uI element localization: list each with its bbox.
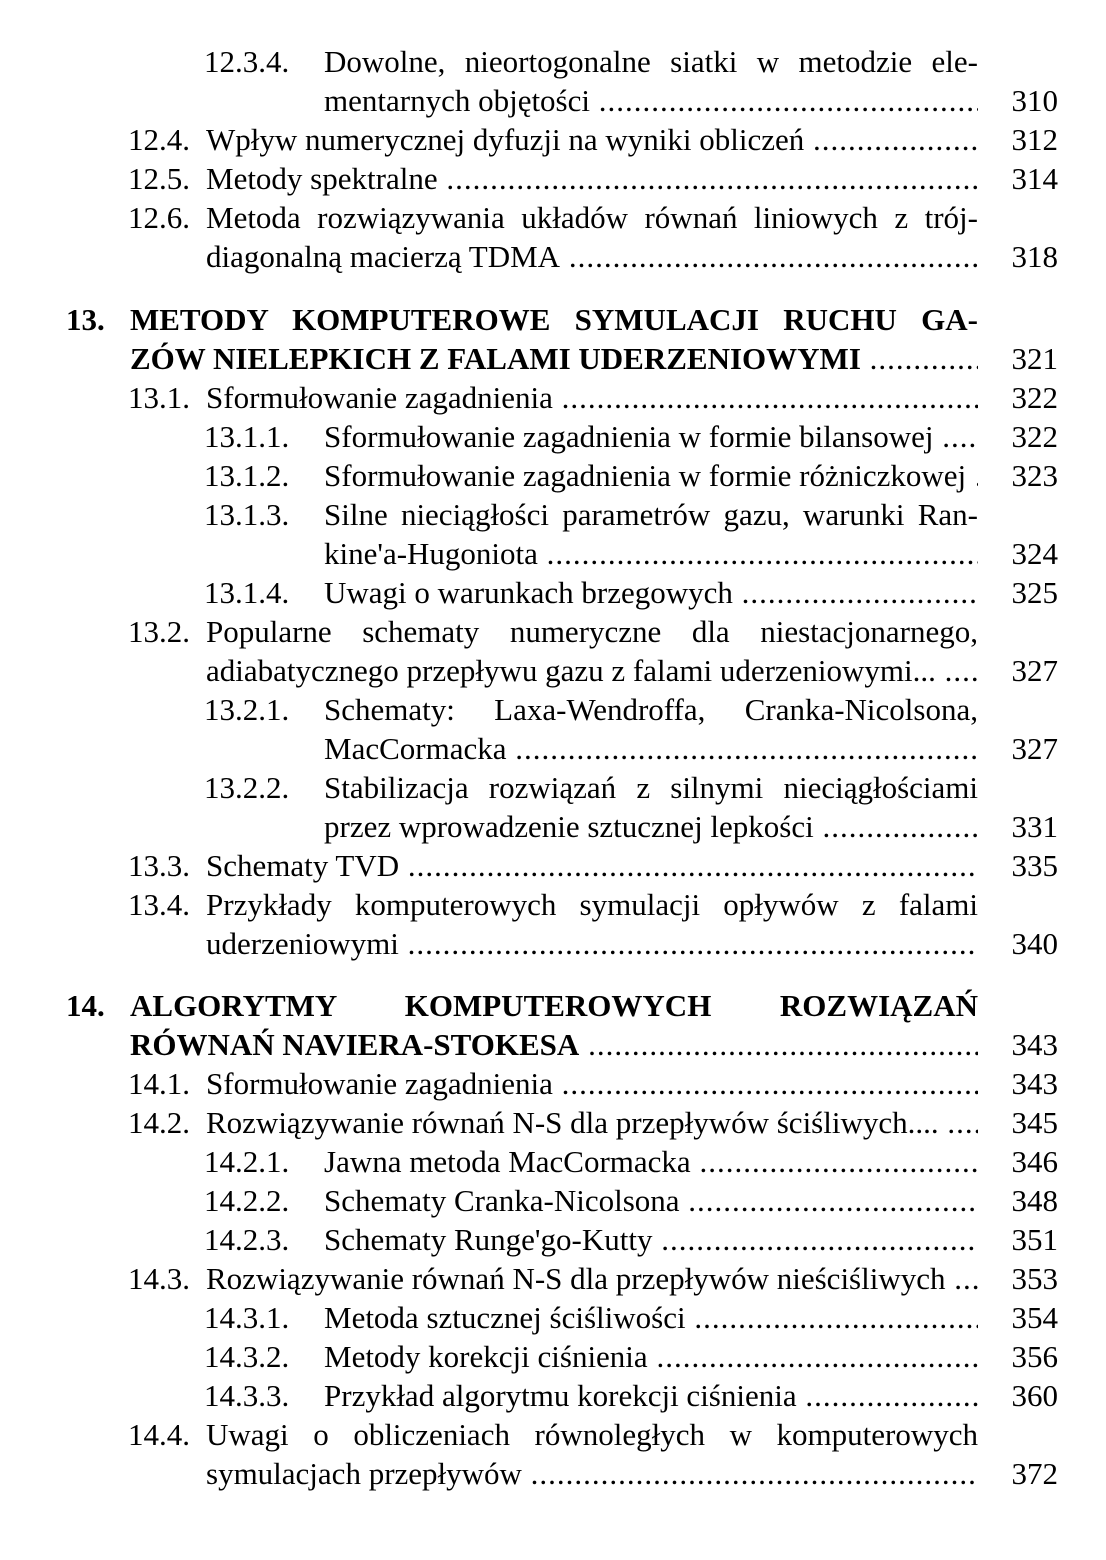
- toc-entry-page-number: 340: [1011, 926, 1058, 961]
- toc-entry-page-number: 324: [1011, 536, 1058, 571]
- toc-entry-number: 14.2.: [128, 1105, 190, 1140]
- toc-entry-page-number: 312: [1011, 122, 1058, 157]
- toc-entry-title: Stabilizacja rozwiązań z silnymi nieciągłościami: [324, 770, 978, 805]
- toc-entry-page-number: 351: [1011, 1222, 1058, 1257]
- toc-entry-title-with-leader: Schematy TVD .....: [206, 846, 978, 886]
- toc-entry-line: [0, 924, 1106, 964]
- toc-entry-title-with-leader: Schematy Cranka-Nicolsona .....: [324, 1181, 978, 1221]
- toc-entry-number: 13.1.1.: [204, 419, 290, 454]
- toc-entry-page-number: 314: [1011, 161, 1058, 196]
- toc-entry-title-with-leader: Sformułowanie zagadnienia w formie różniczkowej .....: [324, 456, 978, 496]
- toc-entry-number: 12.3.4.: [204, 44, 290, 79]
- toc-entry-line: [0, 1259, 1106, 1299]
- toc-entry-number: 14.2.3.: [204, 1222, 290, 1257]
- toc-entry-line: [0, 1220, 1106, 1260]
- toc-entry-line: [0, 495, 1106, 535]
- toc-entry-page-number: 372: [1011, 1456, 1058, 1491]
- toc-entry-number: 14.2.2.: [204, 1183, 290, 1218]
- toc-entry-line: [0, 612, 1106, 652]
- toc-entry-page-number: 360: [1011, 1378, 1058, 1413]
- toc-entry-number: 13.1.4.: [204, 575, 290, 610]
- toc-entry-page-number: 345: [1011, 1105, 1058, 1140]
- toc-entry-number: 14.3.3.: [204, 1378, 290, 1413]
- toc-entry-number: 13.2.: [128, 614, 190, 649]
- toc-entry-title-with-leader: Wpływ numerycznej dyfuzji na wyniki obliczeń .....: [206, 120, 978, 160]
- toc-entry-page-number: 346: [1011, 1144, 1058, 1179]
- toc-entry-line: [0, 573, 1106, 613]
- toc-entry-line: [0, 690, 1106, 730]
- toc-entry-number: 14.3.1.: [204, 1300, 290, 1335]
- toc-entry-title: ALGORYTMY KOMPUTEROWYCH ROZWIĄZAŃ: [130, 988, 978, 1023]
- toc-entry-title-with-leader: MacCormacka .....: [324, 729, 978, 769]
- toc-entry-line: [0, 534, 1106, 574]
- toc-entry-line: [0, 1142, 1106, 1182]
- toc-entry-page-number: 327: [1011, 653, 1058, 688]
- toc-entry-title: Dowolne, nieortogonalne siatki w metodzie ele-: [324, 44, 978, 79]
- toc-entry-line: [0, 120, 1106, 160]
- toc-entry-number: 13.2.2.: [204, 770, 290, 805]
- toc-entry-title: Schematy: Laxa-Wendroffa, Cranka-Nicolsona,: [324, 692, 978, 727]
- toc-entry-line: [0, 81, 1106, 121]
- toc-entry-line: [0, 1337, 1106, 1377]
- toc-entry-page-number: 343: [1011, 1027, 1058, 1062]
- toc-entry-page-number: 310: [1011, 83, 1058, 118]
- toc-entry-number: 14.1.: [128, 1066, 190, 1101]
- toc-entry-page-number: 356: [1011, 1339, 1058, 1374]
- toc-entry-page-number: 354: [1011, 1300, 1058, 1335]
- toc-entry-line: [0, 729, 1106, 769]
- toc-entry-line: [0, 1181, 1106, 1221]
- toc-entry-number: 13.: [66, 302, 105, 337]
- toc-entry-number: 13.4.: [128, 887, 190, 922]
- toc-entry-number: 13.2.1.: [204, 692, 290, 727]
- toc-entry-line: [0, 198, 1106, 238]
- toc-entry-line: [0, 1376, 1106, 1416]
- toc-entry-line: [0, 42, 1106, 82]
- toc-entry-title-with-leader: Metody spektralne .....: [206, 159, 978, 199]
- toc-entry-line: [0, 456, 1106, 496]
- toc-entry-number: 12.5.: [128, 161, 190, 196]
- toc-entry-number: 14.3.: [128, 1261, 190, 1296]
- toc-entry-page-number: 322: [1011, 380, 1058, 415]
- toc-entry-number: 14.2.1.: [204, 1144, 290, 1179]
- toc-entry-title-with-leader: Uwagi o warunkach brzegowych .....: [324, 573, 978, 613]
- toc-entry-title-with-leader: diagonalną macierzą TDMA .....: [206, 237, 978, 277]
- toc-entry-line: [0, 300, 1106, 340]
- toc-entry-page-number: 353: [1011, 1261, 1058, 1296]
- toc-entry-page-number: 348: [1011, 1183, 1058, 1218]
- toc-entry-number: 13.3.: [128, 848, 190, 883]
- toc-entry-line: [0, 1103, 1106, 1143]
- toc-entry-title-with-leader: adiabatycznego przepływu gazu z falami uderzeniowymi... .....: [206, 651, 978, 691]
- toc-entry-title-with-leader: Sformułowanie zagadnienia .....: [206, 378, 978, 418]
- toc-entry-title-with-leader: Rozwiązywanie równań N-S dla przepływów nieściśliwych .....: [206, 1259, 978, 1299]
- toc-entry-line: [0, 807, 1106, 847]
- toc-entry-title: Silne nieciągłości parametrów gazu, warunki Ran-: [324, 497, 978, 532]
- toc-entry-title-with-leader: Rozwiązywanie równań N-S dla przepływów ściśliwych.... .....: [206, 1103, 978, 1143]
- toc-entry-page-number: 343: [1011, 1066, 1058, 1101]
- toc-entry-page-number: 331: [1011, 809, 1058, 844]
- toc-entry-number: 13.1.3.: [204, 497, 290, 532]
- toc-entry-number: 12.4.: [128, 122, 190, 157]
- toc-entry-title-with-leader: uderzeniowymi .....: [206, 924, 978, 964]
- toc-entry-title-with-leader: Schematy Runge'go-Kutty .....: [324, 1220, 978, 1260]
- toc-entry-line: [0, 1454, 1106, 1494]
- toc-entry-line: [0, 339, 1106, 379]
- toc-entry-title-with-leader: Przykład algorytmu korekcji ciśnienia .....: [324, 1376, 978, 1416]
- toc-entry-line: [0, 1025, 1106, 1065]
- toc-entry-number: 13.1.: [128, 380, 190, 415]
- toc-entry-title: Uwagi o obliczeniach równoległych w komputerowych: [206, 1417, 978, 1452]
- toc-entry-line: [0, 846, 1106, 886]
- toc-entry-title-with-leader: przez wprowadzenie sztucznej lepkości .....: [324, 807, 978, 847]
- toc-entry-title-with-leader: mentarnych objętości .....: [324, 81, 978, 121]
- toc-entry-title: Przykłady komputerowych symulacji opływów z falami: [206, 887, 978, 922]
- toc-entry-number: 13.1.2.: [204, 458, 290, 493]
- toc-entry-title-with-leader: Metoda sztucznej ściśliwości .....: [324, 1298, 978, 1338]
- toc-entry-number: 14.3.2.: [204, 1339, 290, 1374]
- toc-entry-page-number: 325: [1011, 575, 1058, 610]
- toc-entry-title-with-leader: ZÓW NIELEPKICH Z FALAMI UDERZENIOWYMI .....: [130, 339, 978, 379]
- toc-entry-number: 14.4.: [128, 1417, 190, 1452]
- toc-entry-line: [0, 1298, 1106, 1338]
- toc-entry-line: [0, 378, 1106, 418]
- toc-entry-page-number: 321: [1011, 341, 1058, 376]
- toc-entry-title-with-leader: Sformułowanie zagadnienia .....: [206, 1064, 978, 1104]
- toc-entry-page-number: 335: [1011, 848, 1058, 883]
- toc-entry-title-with-leader: Jawna metoda MacCormacka .....: [324, 1142, 978, 1182]
- toc-entry-page-number: 327: [1011, 731, 1058, 766]
- toc-entry-title-with-leader: Metody korekcji ciśnienia .....: [324, 1337, 978, 1377]
- toc-entry-title-with-leader: kine'a-Hugoniota .....: [324, 534, 978, 574]
- toc-entry-line: [0, 417, 1106, 457]
- toc-entry-title-with-leader: RÓWNAŃ NAVIERA-STOKESA .....: [130, 1025, 978, 1065]
- toc-entry-page-number: 322: [1011, 419, 1058, 454]
- toc-entry-title-with-leader: Sformułowanie zagadnienia w formie bilansowej .....: [324, 417, 978, 457]
- toc-entry-line: [0, 237, 1106, 277]
- toc-entry-line: [0, 885, 1106, 925]
- toc-entry-line: [0, 651, 1106, 691]
- toc-entry-title: Popularne schematy numeryczne dla niestacjonarnego,: [206, 614, 978, 649]
- toc-entry-title: METODY KOMPUTEROWE SYMULACJI RUCHU GA-: [130, 302, 978, 337]
- toc-entry-title: Metoda rozwiązywania układów równań liniowych z trój-: [206, 200, 978, 235]
- toc-entry-number: 14.: [66, 988, 105, 1023]
- toc-entry-page-number: 318: [1011, 239, 1058, 274]
- toc-entry-title-with-leader: symulacjach przepływów .....: [206, 1454, 978, 1494]
- toc-entry-line: [0, 1064, 1106, 1104]
- toc-entry-number: 12.6.: [128, 200, 190, 235]
- toc-entry-line: [0, 1415, 1106, 1455]
- toc-entry-line: [0, 986, 1106, 1026]
- toc-entry-line: [0, 768, 1106, 808]
- toc-entry-line: [0, 159, 1106, 199]
- toc-entry-page-number: 323: [1011, 458, 1058, 493]
